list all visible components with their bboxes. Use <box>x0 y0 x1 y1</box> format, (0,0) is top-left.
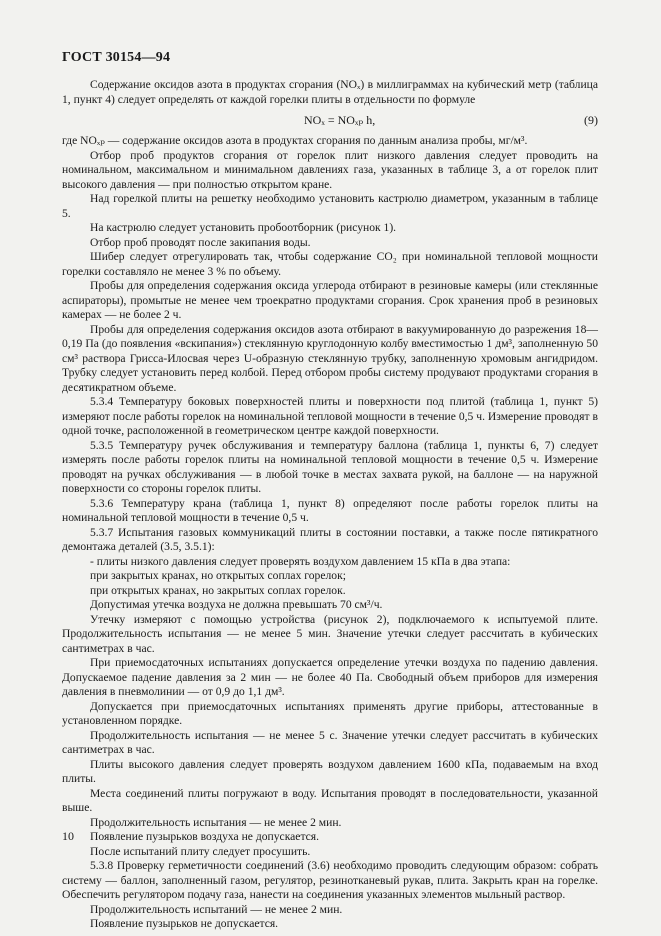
page-number: 10 <box>62 829 74 843</box>
paragraph: Появление пузырьков воздуха не допускается. <box>90 830 320 843</box>
document-body <box>62 78 598 932</box>
paragraph: Отбор проб продуктов сгорания от горелок плит низкого давления следует проводить на номинальном, максимальном и минимальном давлениях газа, указанных в таблице 3, а от горелок плит высокого давления — при полностью открытом кране. <box>62 148 598 191</box>
paragraph: На кастрюлю следует установить пробоотборник (рисунок 1). <box>90 221 397 234</box>
paragraph-5-3-5: 5.3.5 Температуру ручек обслуживания и температуру баллона (таблица 1, пункты 6, 7) следует измерять после работы горелок плиты на номинальной тепловой мощности в течение 0,5 ч. Измерение проводят на ручках обслуживания — в любой точке в местах захвата рукой, на баллоне — на наружной поверхности со стороны горелок плиты. <box>62 438 598 495</box>
paragraph-5-3-8: 5.3.8 Проверку герметичности соединений (3.6) необходимо проводить следующим образом: собрать систему — баллон, заполненный газом, регулятор, резинотканевый рукав, плита. Закрыть кран на горелке. Обеспечить регулятором подачу газа, нанести на соединения указанных элементов мыльный раствор. <box>62 859 598 901</box>
list-item: при закрытых кранах, но открытых соплах горелок; <box>90 569 346 582</box>
paragraph: Продолжительность испытания — не менее 5 с. Значение утечки следует рассчитать в кубических сантиметрах в час. <box>62 728 598 756</box>
paragraph: Плиты высокого давления следует проверять воздухом давлением 1600 кПа, подаваемым на вход плиты. <box>62 757 598 785</box>
formula <box>62 109 598 133</box>
paragraph: При приемосдаточных испытаниях допускается определение утечки воздуха по падению давления. Допускаемое падение давления за 2 мин — не более 40 Па. Свободный объем приборов для измерения давления в пневмолинии — от 0,9 до 1,1 дм³. <box>62 656 598 698</box>
document-header: ГОСТ 30154—94 <box>62 50 171 65</box>
paragraph: Появление пузырьков не допускается. <box>90 917 279 930</box>
paragraph: где NOₓₚ — содержание оксидов азота в продуктах сгорания по данным анализа пробы, мг/м³. <box>62 134 528 147</box>
paragraph: Пробы для определения содержания оксидов азота отбирают в вакуумированную до разрежения 18—0,19 Па (до появления «вскипания») стеклянную круглодонную колбу вместимостью 1 дм³, заполненную 50 см³ раствора Грисса-Илосвая через U-образную стеклянную трубку, заполненную хромовым ангидридом. Трубку следует установить перед колбой. Перед отбором пробы систему продувают продуктами сгорания в десятикратном объеме. <box>62 322 598 394</box>
paragraph-5-3-4: 5.3.4 Температуру боковых поверхностей плиты и поверхности под плитой (таблица 1, пункт 5) измеряют после работы горелок на номинальной тепловой мощности в течение 0,5 ч. Измерение проводят в одной точке, расположенной в геометрическом центре каждой поверхности. <box>62 395 598 437</box>
paragraph: Продолжительность испытания — не менее 2 мин. <box>90 815 342 829</box>
paragraph: После испытаний плиту следует просушить. <box>90 844 311 858</box>
paragraph: Пробы для определения содержания оксида углерода отбирают в резиновые камеры (или стеклянные аспираторы), промытые не менее чем троекратно продуктами сгорания. Срок хранения проб в резиновых камерах — не более 2 ч. <box>62 279 598 321</box>
paragraph: Шибер следует отрегулировать так, чтобы содержание CO₂ при номинальной тепловой мощности горелки составляло не менее 3 % по объему. <box>62 250 598 278</box>
paragraph: Над горелкой плиты на решетку необходимо установить кастрюлю диаметром, указанным в таблице 5. <box>62 192 598 220</box>
paragraph: Утечку измеряют с помощью устройства (рисунок 2), подключаемого к испытуемой плите. Продолжительность испытания — не менее 5 мин. Значение утечки следует рассчитать в кубических сантиметрах в час. <box>62 612 598 655</box>
paragraph-5-3-6: 5.3.6 Температуру крана (таблица 1, пункт 8) определяют после работы горелок плиты на номинальной тепловой мощности в течение 0,5 ч. <box>62 496 598 524</box>
paragraph: Допускается при приемосдаточных испытаниях применять другие приборы, аттестованные в установленном порядке. <box>62 699 598 727</box>
list-item: при открытых кранах, но закрытых соплах горелок. <box>90 583 346 597</box>
list-item: - плиты низкого давления следует проверять воздухом давлением 15 кПа в два этапа: <box>90 554 511 568</box>
paragraph-intro: Содержание оксидов азота в продуктах сгорания (NOₓ) в миллиграммах на кубический метр (таблица 1, пункт 4) следует определять от каждой горелки плиты в отдельности по формуле <box>62 78 598 106</box>
paragraph: Места соединений плиты погружают в воду. Испытания проводят в последовательности, указанной выше. <box>62 786 598 814</box>
paragraph-5-3-7: 5.3.7 Испытания газовых коммуникаций плиты в состоянии поставки, а также после пятикратного демонтажа деталей (3.5, 3.5.1): <box>62 525 598 553</box>
paragraph: Продолжительность испытаний — не менее 2 мин. <box>90 902 343 916</box>
formula-expression: NOₓ = NOₓₚ h, <box>304 113 376 127</box>
paragraph: Отбор проб проводят после закипания воды. <box>90 235 311 249</box>
formula-number: (9) <box>584 113 598 127</box>
paragraph: Допустимая утечка воздуха не должна превышать 70 см³/ч. <box>90 598 383 611</box>
